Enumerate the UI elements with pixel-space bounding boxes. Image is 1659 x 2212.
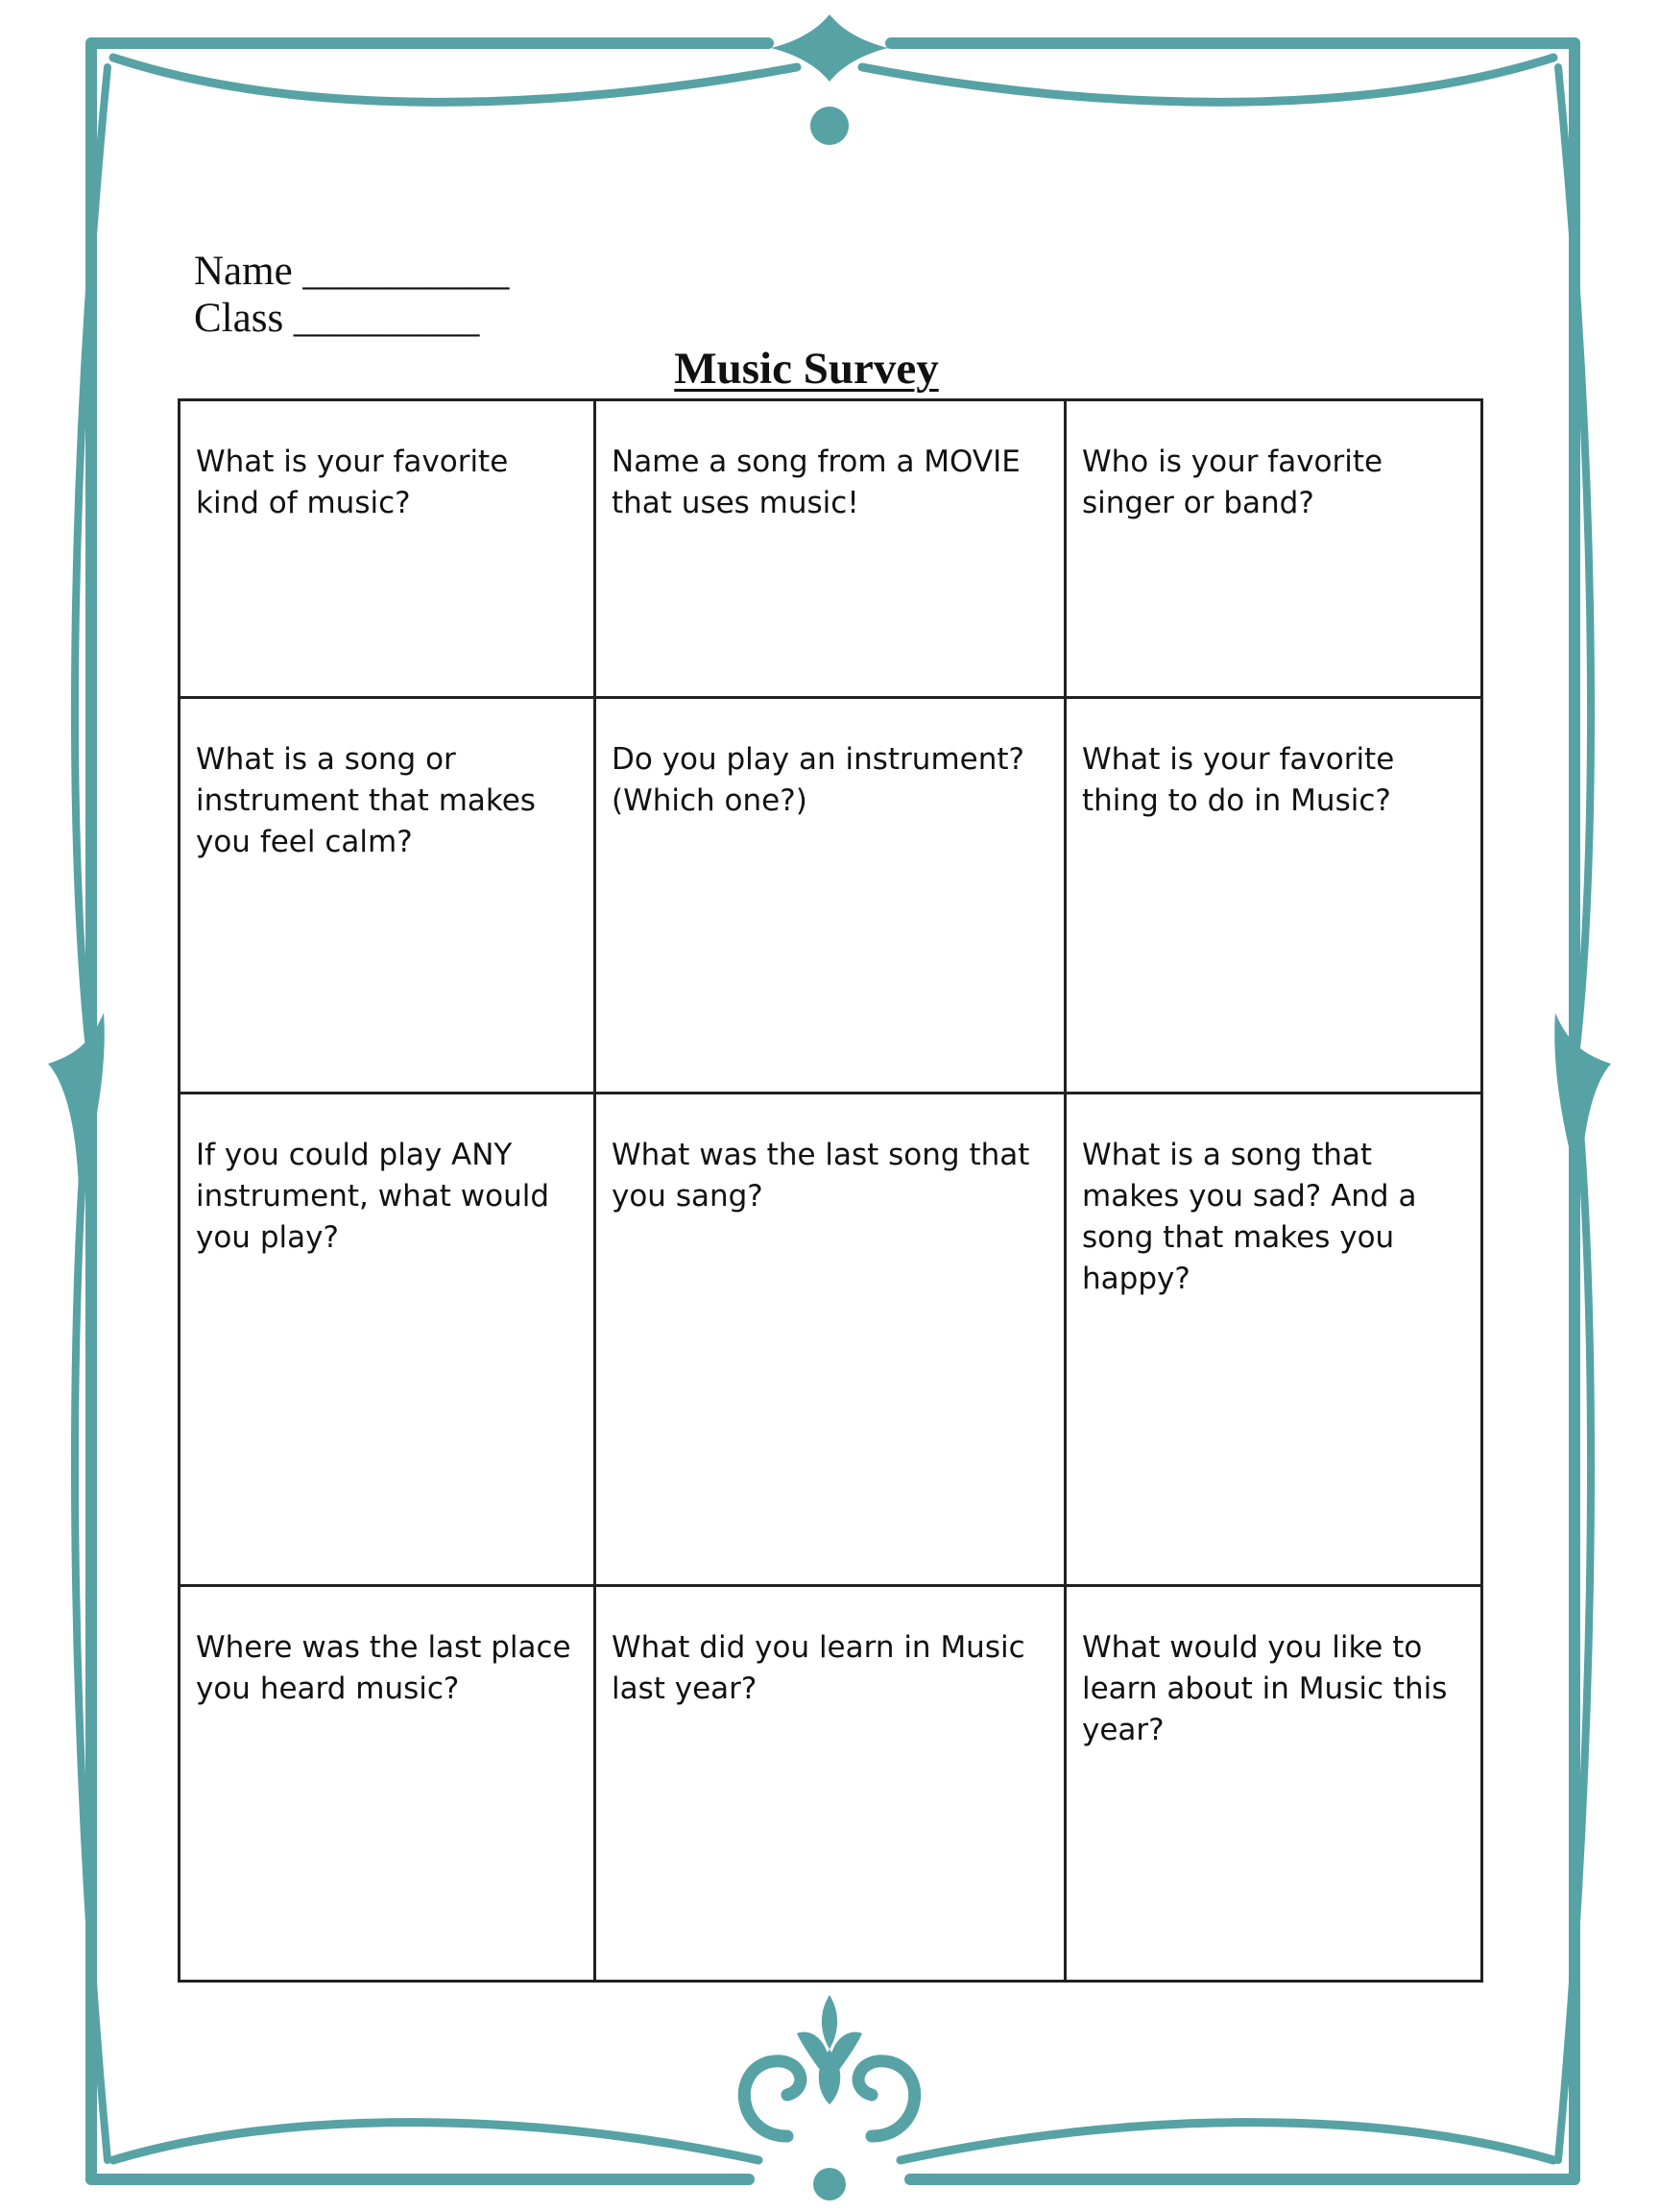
survey-row (180, 400, 1482, 698)
survey-cell[interactable] (180, 1586, 595, 1982)
question-text: Who is your favorite singer or band? (1082, 445, 1383, 520)
bottom-curl-left (744, 2061, 801, 2136)
question-text: Name a song from a MOVIE that uses music! (612, 445, 1021, 520)
survey-row (180, 697, 1482, 1093)
question-text: What was the last song that you sang? (612, 1137, 1030, 1214)
survey-grid (178, 398, 1483, 1983)
page-title: Music Survey (674, 344, 939, 394)
class-field[interactable]: Class _________ (194, 296, 480, 341)
question-text: Where was the last place you heard music? (196, 1630, 571, 1707)
survey-cell[interactable] (180, 400, 595, 698)
survey-cell[interactable] (180, 1093, 595, 1586)
question-text: If you could play ANY instrument, what would you play? (196, 1137, 550, 1255)
bottom-curl-right (858, 2061, 915, 2136)
swoop-bottom-left (113, 2123, 758, 2160)
swoop-top-right (862, 58, 1553, 102)
survey-cell[interactable] (1066, 697, 1482, 1093)
question-text: What did you learn in Music last year? (612, 1630, 1025, 1707)
swoop-bottom-right (901, 2123, 1553, 2160)
question-text: What is a song or instrument that makes you feel calm? (196, 741, 536, 859)
question-text: What would you like to learn about in Music this year? (1082, 1630, 1448, 1748)
survey-cell[interactable] (595, 1093, 1066, 1586)
survey-row (180, 1586, 1482, 1982)
survey-row (180, 1093, 1482, 1586)
swoop-top-left (113, 58, 797, 102)
survey-cell[interactable] (595, 697, 1066, 1093)
bottom-dot (813, 2168, 846, 2200)
question-text: What is a song that makes you sad? And a song that makes you happy? (1082, 1137, 1417, 1296)
question-text: What is your favorite kind of music? (196, 445, 509, 520)
survey-cell[interactable] (595, 1586, 1066, 1982)
top-dot (810, 107, 849, 145)
survey-cell[interactable] (180, 697, 595, 1093)
survey-cell[interactable] (1066, 1093, 1482, 1586)
name-field[interactable]: Name __________ (194, 249, 510, 294)
survey-cell[interactable] (1066, 1586, 1482, 1982)
question-text: What is your favorite thing to do in Music? (1082, 741, 1395, 818)
survey-cell[interactable] (1066, 400, 1482, 698)
question-text: Do you play an instrument? (Which one?) (612, 741, 1024, 818)
survey-cell[interactable] (595, 400, 1066, 698)
